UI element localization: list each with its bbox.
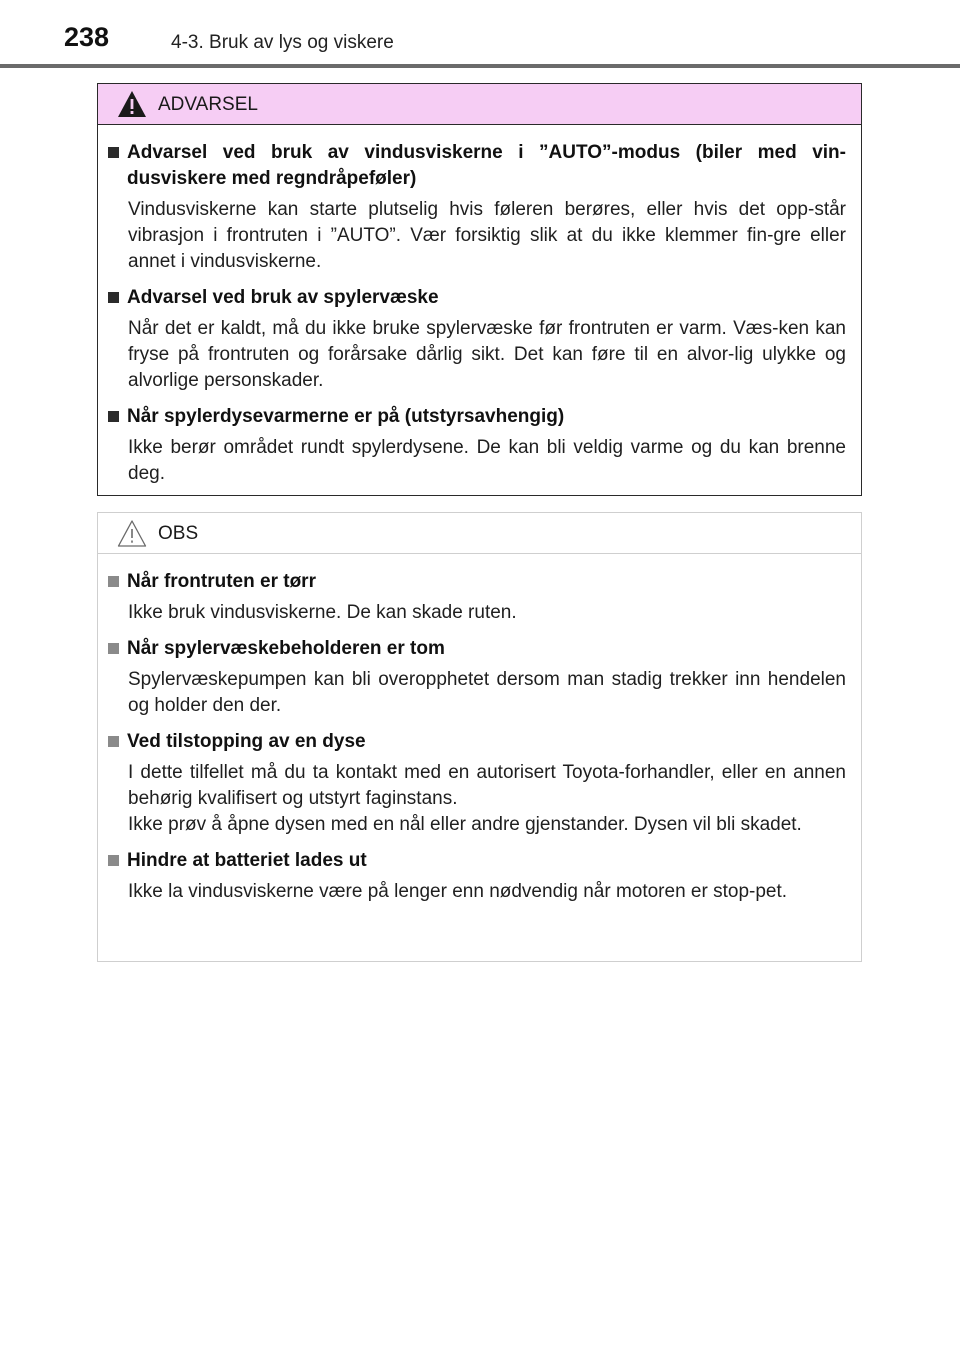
square-bullet-icon bbox=[108, 576, 119, 587]
caution-item-title: Hindre at batteriet lades ut bbox=[127, 850, 367, 871]
section-title: 4-3. Bruk av lys og viskere bbox=[171, 32, 394, 53]
warning-item-text: Vindusviskerne kan starte plutselig hvis føleren berøres, eller hvis det opp-står vibrasjon i frontruten i ”AUTO”. Vær forsiktig slik at du ikke klemmer fin-gre eller annet i vindusviskerne. bbox=[128, 199, 846, 272]
warning-item-title: Når spylerdysevarmerne er på (utstyrsavhengig) bbox=[127, 406, 565, 427]
caution-item-text: Ikke la vindusviskerne være på lenger enn nødvendig når motoren er stop-pet. bbox=[128, 881, 788, 902]
caution-item-title: Ved tilstopping av en dyse bbox=[127, 731, 366, 752]
caution-item bbox=[106, 729, 846, 838]
warning-item bbox=[106, 404, 846, 487]
caution-box-body bbox=[98, 554, 861, 905]
warning-item bbox=[106, 140, 846, 275]
warning-label: ADVARSEL bbox=[158, 94, 258, 115]
warning-box bbox=[97, 83, 862, 496]
caution-item-text: I dette tilfellet må du ta kontakt med en autorisert Toyota-forhandler, eller en annen behørig kvalifisert og utstyrt faginstans. bbox=[128, 762, 846, 809]
square-bullet-icon bbox=[108, 411, 119, 422]
square-bullet-icon bbox=[108, 147, 119, 158]
caution-item-title: Når frontruten er tørr bbox=[127, 571, 316, 592]
warning-item-text: Ikke berør området rundt spylerdysene. De kan bli veldig varme og du kan brenne deg. bbox=[128, 437, 846, 484]
caution-item-text: Spylervæskepumpen kan bli overopphetet dersom man stadig trekker inn hendelen og holder den der. bbox=[128, 669, 846, 716]
caution-item-text: Ikke bruk vindusviskerne. De kan skade ruten. bbox=[128, 602, 517, 623]
page-header bbox=[0, 0, 960, 70]
square-bullet-icon bbox=[108, 855, 119, 866]
caution-item-title: Når spylervæskebeholderen er tom bbox=[127, 638, 445, 659]
warning-triangle-outline-icon bbox=[116, 518, 148, 548]
warning-item-title: Advarsel ved bruk av spylervæske bbox=[127, 287, 439, 308]
square-bullet-icon bbox=[108, 736, 119, 747]
warning-item bbox=[106, 285, 846, 394]
warning-triangle-filled-icon bbox=[116, 89, 148, 119]
warning-box-body bbox=[98, 125, 861, 487]
warning-item-title: Advarsel ved bruk av vindusviskerne i ”AUTO”-modus (biler med vin-dusviskere med regndråpeføler) bbox=[127, 142, 846, 189]
caution-item-text: Ikke prøv å åpne dysen med en nål eller andre gjenstander. Dysen vil bli skadet. bbox=[128, 814, 802, 835]
square-bullet-icon bbox=[108, 292, 119, 303]
warning-item-text: Når det er kaldt, må du ikke bruke spylervæske før frontruten er varm. Væs-ken kan fryse på frontruten og forårsake dårlig sikt. Det kan føre til en alvor-lig ulykke og alvorlige personskader. bbox=[128, 318, 846, 391]
caution-item bbox=[106, 636, 846, 719]
caution-box-header bbox=[98, 513, 861, 554]
caution-item bbox=[106, 848, 846, 905]
caution-box bbox=[97, 512, 862, 962]
caution-item bbox=[106, 569, 846, 626]
caution-label: OBS bbox=[158, 523, 199, 544]
page-number: 238 bbox=[64, 22, 110, 52]
square-bullet-icon bbox=[108, 643, 119, 654]
warning-box-header bbox=[98, 84, 861, 125]
header-rule bbox=[0, 64, 960, 68]
